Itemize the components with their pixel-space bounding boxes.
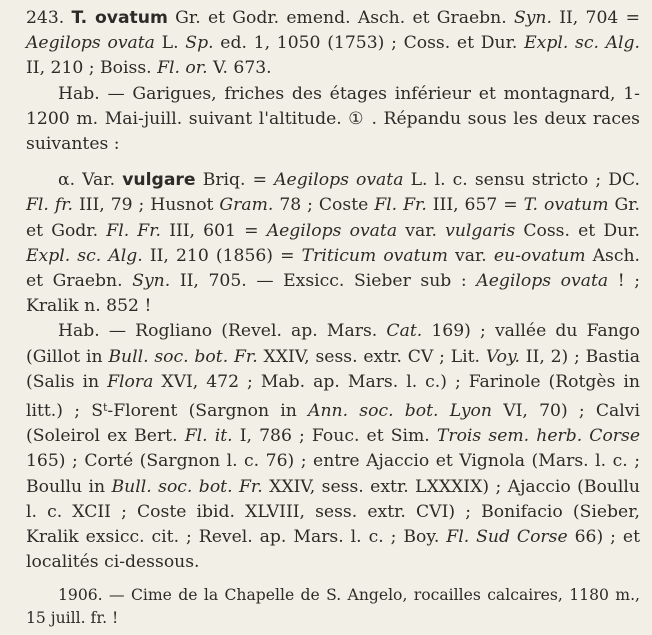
ref-text: III, 79 ; Husnot: [78, 195, 214, 216]
ref-text: III, 657 =: [432, 195, 518, 216]
habitat-ref-italic: Voy.: [485, 346, 520, 367]
ref-italic: Expl. sc. Alg.: [26, 245, 143, 266]
ref-italic: Aegilops ovata: [476, 271, 609, 292]
ref-text: Coss. et Dur.: [523, 220, 640, 241]
ref-italic: T. ovatum: [523, 195, 609, 216]
ref-italic: Aegilops ovata: [274, 170, 404, 191]
entry-number: 243.: [26, 8, 65, 28]
ref-italic: eu-ovatum: [493, 245, 586, 266]
ref-italic: Triticum ovatum: [301, 245, 448, 266]
habitat-text: XXIV, sess. extr. CV ; Lit.: [263, 346, 481, 367]
habitat-text: Hab. — Rogliano (Revel. ap. Mars.: [58, 321, 378, 342]
habitat-text: II, 2) ; Bastia (Salis in: [26, 346, 641, 392]
ref-italic: Fl. Fr.: [374, 195, 427, 216]
fl-or-reference: V. 673.: [213, 58, 272, 79]
habitat-ref-italic: Trois sem. herb. Corse: [436, 426, 641, 447]
synonym-author: L.: [161, 33, 179, 54]
ref-italic: Aegilops ovata: [266, 220, 398, 241]
syn-abbrev: Syn.: [513, 8, 552, 28]
habitat-text: 169) ; vallée du Fango (Gillot in: [26, 321, 641, 367]
variety-name: vulgare: [122, 170, 196, 191]
habitat-text: XVI, 472 ; Mab. ap. Mars. l. c.) ; Farinole (Rotgès in litt.) ; S: [26, 371, 640, 422]
habitat-ref-italic: Fl. Sud Corse: [446, 527, 568, 548]
habitat-text: VI, 70) ; Calvi (Soleirol ex Bert.: [26, 401, 641, 447]
syn-reference: II, 704 =: [559, 8, 640, 28]
habitat-text: 66) ; et localités ci-dessous.: [26, 527, 640, 573]
ref-italic: Fl. fr.: [26, 195, 73, 216]
ref-text: var.: [455, 245, 487, 266]
ref-italic: vulgaris: [445, 220, 516, 241]
expl-abbrev: Expl. sc. Alg.: [524, 33, 641, 54]
ref-text: III, 601 =: [169, 220, 259, 241]
habitat-ref-italic: Flora: [107, 371, 154, 392]
habitat-text: 165) ; Corté (Sargnon l. c. 76) ; entre Ajaccio et Vignola (Mars. l. c. ; Boullu in: [26, 451, 640, 497]
habitat-text: -Florent (Sargnon in: [107, 401, 297, 422]
ref-text: ! ; Kralik n. 852 !: [26, 271, 641, 317]
habitat-ref-italic: Ann. soc. bot. Lyon: [308, 401, 492, 422]
variety-prefix: α. Var.: [58, 170, 116, 191]
expl-reference: II, 210 ; Boiss.: [26, 58, 152, 79]
habitat-ref-italic: Bull. soc. bot. Fr.: [111, 476, 263, 497]
ref-italic: Fl. Fr.: [106, 220, 162, 241]
habitat-ref-italic: Fl. it.: [184, 426, 233, 447]
ref-text: Gr. et Godr.: [26, 195, 641, 241]
species-entry: [26, 6, 640, 82]
habitat-general: Hab. — Garigues, friches des étages inférieur et montagnard, 1-1200 m. Mai-juill. suivant l'altitude. ① . Répandu sous les deux races suivantes :: [26, 83, 640, 155]
superscript: t: [103, 401, 108, 415]
ref-text: II, 705. — Exsicc. Sieber sub :: [179, 271, 467, 292]
sp-abbrev: Sp.: [185, 33, 214, 54]
species-authority: Gr. et Godr. emend. Asch. et Graebn.: [175, 8, 507, 28]
ref-text: Asch. et Graebn.: [26, 245, 641, 292]
habitat-ref-italic: Bull. soc. bot. Fr.: [108, 346, 258, 367]
sp-reference: ed. 1, 1050 (1753) ; Coss. et Dur.: [220, 33, 518, 54]
ref-text: II, 210 (1856) =: [149, 245, 295, 266]
habitat-ref-italic: Cat.: [386, 321, 423, 342]
collection-note: 1906. — Cime de la Chapelle de S. Angelo, rocailles calcaires, 1180 m., 15 juill. fr. !: [26, 586, 640, 628]
ref-text: var.: [405, 220, 437, 241]
variety-paragraph: [26, 168, 640, 319]
ref-text: 78 ; Coste: [279, 195, 369, 216]
species-name: T. ovatum: [71, 8, 168, 28]
synonym-name: Aegilops ovata: [26, 33, 155, 54]
ref-text: L. l. c. sensu stricto ; DC.: [410, 170, 641, 191]
variety-author: Briq. =: [202, 170, 268, 191]
fl-or-abbrev: Fl. or.: [157, 58, 208, 79]
habitat-variety: [26, 319, 640, 575]
ref-italic: Syn.: [132, 271, 171, 292]
habitat-text: I, 786 ; Fouc. et Sim.: [239, 426, 430, 447]
habitat-text: XXIV, sess. extr. LXXXIX) ; Ajaccio (Boullu l. c. XCII ; Coste ibid. XLVIII, sess. extr. CVI) ; Bonifacio (Sieber, Kralik exsicc. cit. ; Revel. ap. Mars. l. c. ; Boy.: [26, 476, 640, 548]
ref-italic: Gram.: [219, 195, 274, 216]
